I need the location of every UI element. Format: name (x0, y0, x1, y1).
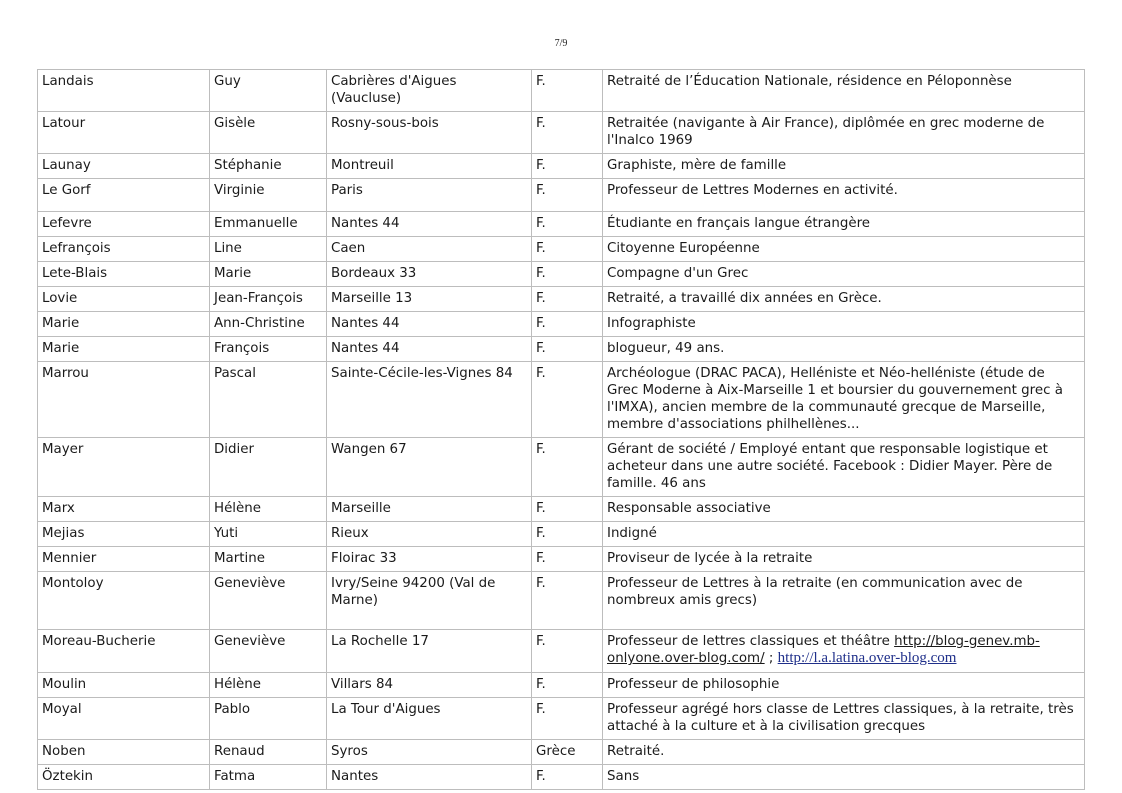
firstname-cell: Virginie (210, 179, 327, 212)
surname-cell: Lefrançois (38, 237, 210, 262)
description-cell: Sans (603, 765, 1085, 790)
country-cell: F. (532, 70, 603, 112)
description-cell: Responsable associative (603, 497, 1085, 522)
table-row (38, 673, 1085, 698)
description-cell: Professeur de philosophie (603, 673, 1085, 698)
firstname-cell: Guy (210, 70, 327, 112)
firstname-cell: Emmanuelle (210, 212, 327, 237)
table-row (38, 70, 1085, 112)
city-cell: Marseille 13 (327, 287, 532, 312)
firstname-cell: Ann-Christine (210, 312, 327, 337)
country-cell: F. (532, 673, 603, 698)
country-cell: F. (532, 337, 603, 362)
firstname-cell: Hélène (210, 497, 327, 522)
description-cell: Compagne d'un Grec (603, 262, 1085, 287)
city-cell: Caen (327, 237, 532, 262)
description-cell: Gérant de société / Employé entant que responsable logistique et acheteur dans une autre société. Facebook : Didier Mayer. Père de famille. 46 ans (603, 438, 1085, 497)
surname-cell: Lefevre (38, 212, 210, 237)
table-row (38, 698, 1085, 740)
blog-link[interactable]: http://blog-genev.mb-onlyone.over-blog.com/ (607, 634, 1040, 666)
members-table (37, 69, 1085, 790)
surname-cell: Marie (38, 312, 210, 337)
country-cell: F. (532, 262, 603, 287)
surname-cell: Moyal (38, 698, 210, 740)
surname-cell: Moreau-Bucherie (38, 630, 210, 673)
description-cell: Professeur de Lettres Modernes en activité. (603, 179, 1085, 212)
country-cell: F. (532, 179, 603, 212)
firstname-cell: Fatma (210, 765, 327, 790)
city-cell: Marseille (327, 497, 532, 522)
table-row (38, 630, 1085, 673)
country-cell: Grèce (532, 740, 603, 765)
city-cell: Wangen 67 (327, 438, 532, 497)
city-cell: Nantes 44 (327, 312, 532, 337)
city-cell: Syros (327, 740, 532, 765)
country-cell: F. (532, 522, 603, 547)
country-cell: F. (532, 237, 603, 262)
firstname-cell: Line (210, 237, 327, 262)
surname-cell: Mayer (38, 438, 210, 497)
city-cell: Rosny-sous-bois (327, 112, 532, 154)
table-row (38, 522, 1085, 547)
table-row (38, 438, 1085, 497)
surname-cell: Marie (38, 337, 210, 362)
firstname-cell: Renaud (210, 740, 327, 765)
surname-cell: Noben (38, 740, 210, 765)
description-cell: Infographiste (603, 312, 1085, 337)
city-cell: La Rochelle 17 (327, 630, 532, 673)
firstname-cell: Stéphanie (210, 154, 327, 179)
country-cell: F. (532, 154, 603, 179)
table-body (38, 70, 1085, 790)
city-cell: Floirac 33 (327, 547, 532, 572)
firstname-cell: Hélène (210, 673, 327, 698)
surname-cell: Mejias (38, 522, 210, 547)
surname-cell: Marrou (38, 362, 210, 438)
firstname-cell: Marie (210, 262, 327, 287)
firstname-cell: Martine (210, 547, 327, 572)
table-row (38, 287, 1085, 312)
surname-cell: Lete-Blais (38, 262, 210, 287)
city-cell: Paris (327, 179, 532, 212)
surname-cell: Marx (38, 497, 210, 522)
firstname-cell: François (210, 337, 327, 362)
surname-cell: Montoloy (38, 572, 210, 630)
country-cell: F. (532, 287, 603, 312)
city-cell: Villars 84 (327, 673, 532, 698)
city-cell: Nantes 44 (327, 337, 532, 362)
blog-link[interactable]: http://l.a.latina.over-blog.com (777, 650, 957, 666)
country-cell: F. (532, 312, 603, 337)
table-row (38, 497, 1085, 522)
firstname-cell: Yuti (210, 522, 327, 547)
description-cell: blogueur, 49 ans. (603, 337, 1085, 362)
city-cell: La Tour d'Aigues (327, 698, 532, 740)
description-cell: Archéologue (DRAC PACA), Helléniste et Néo-helléniste (étude de Grec Moderne à Aix-Marseille 1 et boursier du gouvernement grec à l'IMXA), ancien membre de la communauté grecque de Marseille, membre d'associations philhellènes... (603, 362, 1085, 438)
country-cell: F. (532, 212, 603, 237)
description-cell: Étudiante en français langue étrangère (603, 212, 1085, 237)
city-cell: Nantes (327, 765, 532, 790)
surname-cell: Latour (38, 112, 210, 154)
firstname-cell: Pablo (210, 698, 327, 740)
table-row (38, 362, 1085, 438)
surname-cell: Launay (38, 154, 210, 179)
table-row (38, 312, 1085, 337)
table-row (38, 337, 1085, 362)
description-cell: Graphiste, mère de famille (603, 154, 1085, 179)
table-row (38, 112, 1085, 154)
table-row (38, 740, 1085, 765)
table-row (38, 765, 1085, 790)
firstname-cell: Gisèle (210, 112, 327, 154)
country-cell: F. (532, 572, 603, 630)
description-cell: Retraité de l’Éducation Nationale, résidence en Péloponnèse (603, 70, 1085, 112)
surname-cell: Mennier (38, 547, 210, 572)
city-cell: Sainte-Cécile-les-Vignes 84 (327, 362, 532, 438)
country-cell: F. (532, 765, 603, 790)
country-cell: F. (532, 362, 603, 438)
link-separator: ; (764, 651, 778, 666)
city-cell: Nantes 44 (327, 212, 532, 237)
description-cell: Citoyenne Européenne (603, 237, 1085, 262)
firstname-cell: Didier (210, 438, 327, 497)
description-cell: Retraité, a travaillé dix années en Grèce. (603, 287, 1085, 312)
city-cell: Cabrières d'Aigues (Vaucluse) (327, 70, 532, 112)
surname-cell: Öztekin (38, 765, 210, 790)
city-cell: Rieux (327, 522, 532, 547)
country-cell: F. (532, 112, 603, 154)
table-row (38, 572, 1085, 630)
city-cell: Montreuil (327, 154, 532, 179)
country-cell: F. (532, 698, 603, 740)
country-cell: F. (532, 630, 603, 673)
city-cell: Ivry/Seine 94200 (Val de Marne) (327, 572, 532, 630)
description-cell: Professeur agrégé hors classe de Lettres classiques, à la retraite, très attaché à la culture et à la civilisation grecques (603, 698, 1085, 740)
description-cell: Professeur de Lettres à la retraite (en communication avec de nombreux amis grecs) (603, 572, 1085, 630)
surname-cell: Landais (38, 70, 210, 112)
page-number: 7/9 (554, 38, 568, 49)
description-text: Professeur de lettres classiques et théâtre (607, 634, 895, 649)
surname-cell: Moulin (38, 673, 210, 698)
table-row (38, 154, 1085, 179)
surname-cell: Le Gorf (38, 179, 210, 212)
description-cell: Proviseur de lycée à la retraite (603, 547, 1085, 572)
description-cell (603, 630, 1085, 673)
table-row (38, 547, 1085, 572)
table-row (38, 262, 1085, 287)
description-cell: Retraitée (navigante à Air France), diplômée en grec moderne de l'Inalco 1969 (603, 112, 1085, 154)
country-cell: F. (532, 497, 603, 522)
firstname-cell: Jean-François (210, 287, 327, 312)
country-cell: F. (532, 547, 603, 572)
firstname-cell: Geneviève (210, 630, 327, 673)
firstname-cell: Pascal (210, 362, 327, 438)
table-row (38, 237, 1085, 262)
firstname-cell: Geneviève (210, 572, 327, 630)
description-cell: Indigné (603, 522, 1085, 547)
city-cell: Bordeaux 33 (327, 262, 532, 287)
description-cell: Retraité. (603, 740, 1085, 765)
table-row (38, 179, 1085, 212)
surname-cell: Lovie (38, 287, 210, 312)
country-cell: F. (532, 438, 603, 497)
table-row (38, 212, 1085, 237)
